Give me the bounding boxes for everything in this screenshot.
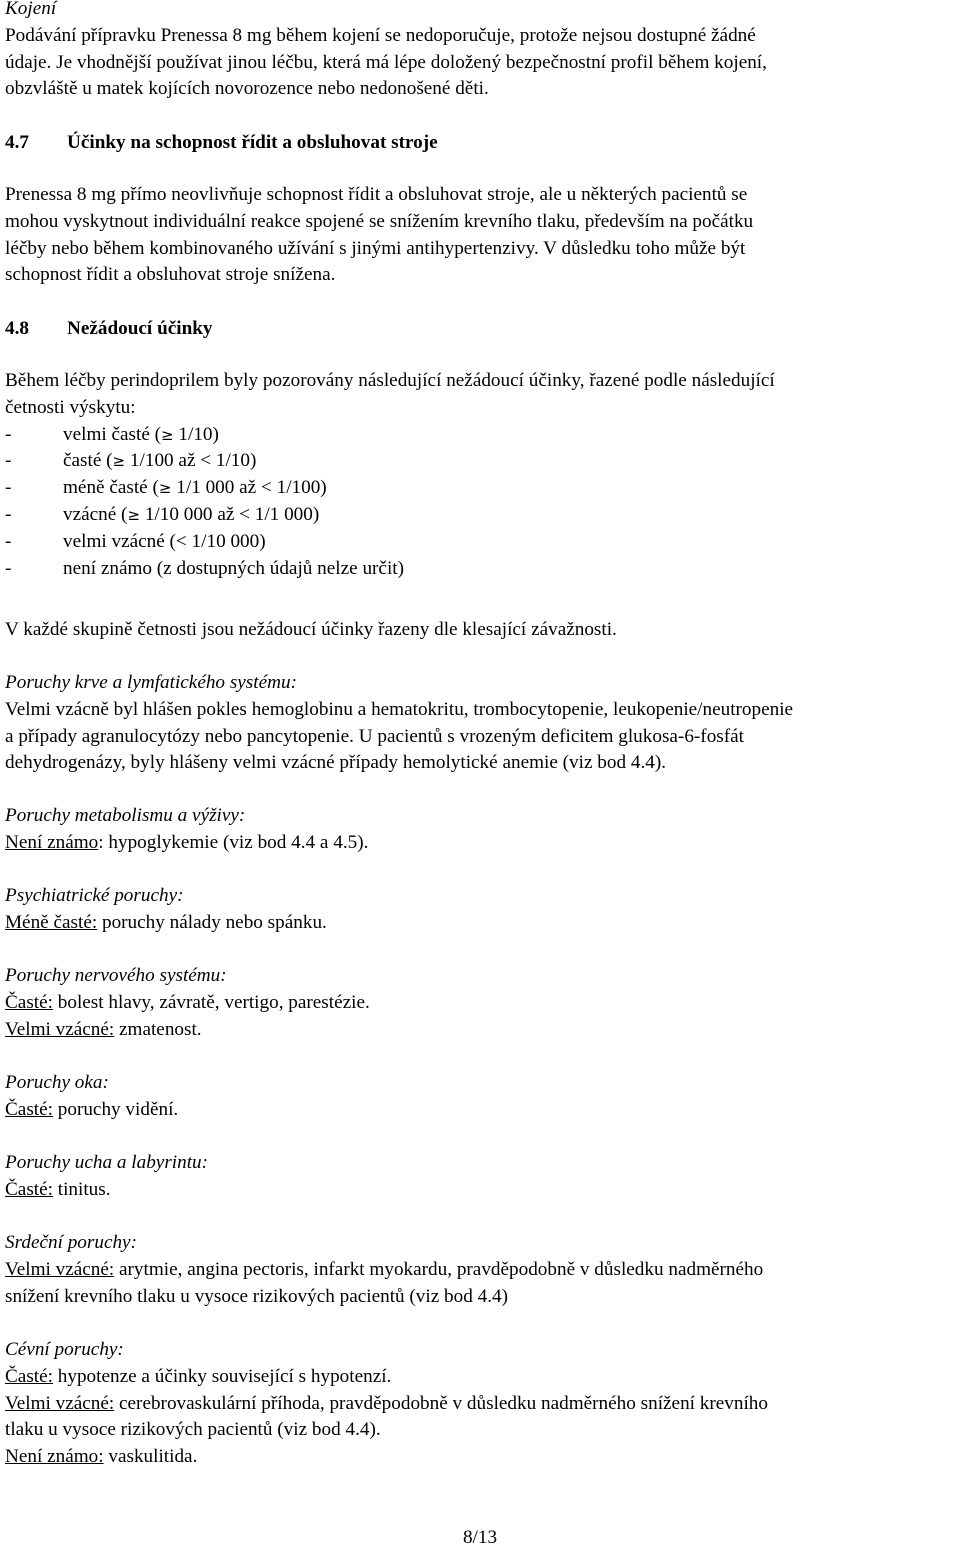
page-number: 8/13 — [462, 1527, 498, 1548]
driving-line-1: Prenessa 8 mg přímo neovlivňuje schopnost řídit a obsluhovat stroje, ale u některých pacientů se — [5, 184, 748, 205]
nervous-line-2: Velmi vzácné: zmatenost. — [5, 1018, 202, 1040]
list-item: - vzácné (≥ 1/10 000 až < 1/1 000) — [5, 503, 320, 525]
adverse-intro — [5, 368, 775, 582]
frequency-list — [5, 422, 775, 583]
vascular-line-2: Velmi vzácné: cerebrovaskulární příhoda, pravděpodobně v důsledku nadměrného snížení krevního — [5, 1392, 768, 1414]
lactation-line-1: Podávání přípravku Prenessa 8 mg během kojení se nedoporučuje, protože nejsou dostupné žádné — [5, 24, 756, 46]
eye-section — [5, 1070, 178, 1124]
ear-heading: Poruchy ucha a labyrintu: — [5, 1152, 209, 1173]
blood-line-1: Velmi vzácně byl hlášen pokles hemoglobinu a hematokritu, trombocytopenie, leukopenie/neutropenie — [5, 698, 794, 720]
frequency-label: Velmi vzácné: — [5, 1258, 115, 1280]
driving-line-4: schopnost řídit a obsluhovat stroje snížena. — [5, 264, 336, 286]
frequency-label: Není známo — [5, 831, 99, 853]
eye-line: Časté: poruchy vidění. — [5, 1098, 179, 1120]
section-4-8-heading — [5, 316, 213, 343]
blood-line-2: a případy agranulocytózy nebo pancytopenie. U pacientů s vrozeným deficitem glukosa-6-fosfát — [5, 725, 744, 747]
eye-heading: Poruchy oka: — [5, 1072, 109, 1093]
lactation-line-3: obzvláště u matek kojících novorozence nebo nedonošené děti. — [5, 78, 489, 100]
psychiatric-heading: Psychiatrické poruchy: — [5, 885, 184, 906]
section-4-7-number: 4.7 — [5, 132, 29, 153]
metabolism-section — [5, 803, 368, 857]
list-item: - méně časté (≥ 1/1 000 až < 1/100) — [5, 477, 327, 499]
blood-section — [5, 670, 793, 777]
cardiac-line-1: Velmi vzácné: arytmie, angina pectoris, infarkt myokardu, pravděpodobně v důsledku nadměrného — [5, 1258, 764, 1280]
ge-symbol: ≥ — [158, 479, 172, 498]
nervous-line-1: Časté: bolest hlavy, závratě, vertigo, parestézie. — [5, 991, 370, 1013]
list-item: - není známo (z dostupných údajů nelze určit) — [5, 557, 404, 579]
nervous-heading: Poruchy nervového systému: — [5, 965, 227, 986]
vascular-section — [5, 1337, 768, 1471]
frequency-label: Velmi vzácné: — [5, 1392, 115, 1414]
list-item: - velmi časté (≥ 1/10) — [5, 423, 219, 445]
metabolism-heading: Poruchy metabolismu a výživy: — [5, 805, 246, 826]
frequency-label: Časté: — [5, 1365, 53, 1387]
frequency-label: Méně časté: — [5, 911, 98, 933]
vascular-line-1: Časté: hypotenze a účinky související s hypotenzí. — [5, 1365, 392, 1387]
driving-line-3: léčby nebo během kombinovaného užívání s jinými antihypertenzivy. V důsledku toho může být — [5, 237, 746, 259]
vascular-line-4: Není známo: vaskulitida. — [5, 1446, 198, 1468]
frequency-label: Časté: — [5, 991, 53, 1013]
ear-section — [5, 1150, 208, 1204]
vascular-line-3: tlaku u vysoce rizikových pacientů (viz bod 4.4). — [5, 1419, 381, 1441]
cardiac-heading: Srdeční poruchy: — [5, 1232, 137, 1253]
section-4-7-body — [5, 182, 753, 289]
adverse-intro-line-2: četnosti výskytu: — [5, 396, 136, 418]
frequency-label: Časté: — [5, 1178, 53, 1200]
ge-symbol: ≥ — [127, 505, 141, 524]
list-item: - velmi vzácné (< 1/10 000) — [5, 530, 266, 552]
frequency-label: Časté: — [5, 1098, 53, 1120]
frequency-label: Není známo: — [5, 1446, 104, 1468]
psychiatric-section — [5, 883, 327, 937]
blood-line-3: dehydrogenázy, byly hlášeny velmi vzácné případy hemolytické anemie (viz bod 4.4). — [5, 752, 667, 774]
lactation-line-2: údaje. Je vhodnější používat jinou léčbu, která má lépe doložený bezpečnostní profil během kojení, — [5, 51, 767, 73]
ge-symbol: ≥ — [112, 452, 126, 471]
vascular-heading: Cévní poruchy: — [5, 1339, 124, 1360]
blood-heading: Poruchy krve a lymfatického systému: — [5, 672, 297, 693]
lactation-heading: Kojení — [5, 0, 57, 19]
nervous-section — [5, 963, 370, 1043]
ear-line: Časté: tinitus. — [5, 1178, 111, 1200]
ge-symbol: ≥ — [161, 425, 174, 444]
driving-line-2: mohou vyskytnout individuální reakce spojené se snížením krevního tlaku, především na počátku — [5, 210, 754, 232]
frequency-label: Velmi vzácné: — [5, 1018, 115, 1040]
list-item: - časté (≥ 1/100 až < 1/10) — [5, 450, 257, 472]
section-4-7-heading — [5, 130, 438, 157]
section-4-8-number: 4.8 — [5, 318, 29, 339]
psychiatric-line: Méně časté: poruchy nálady nebo spánku. — [5, 911, 327, 933]
lactation-section — [5, 0, 767, 103]
order-note: V každé skupině četnosti jsou nežádoucí účinky řazeny dle klesající závažnosti. — [5, 619, 617, 640]
section-4-8-title: Nežádoucí účinky — [67, 318, 213, 339]
cardiac-section — [5, 1230, 763, 1310]
section-4-7-title: Účinky na schopnost řídit a obsluhovat stroje — [67, 132, 438, 153]
cardiac-line-2: snížení krevního tlaku u vysoce rizikových pacientů (viz bod 4.4) — [5, 1285, 508, 1307]
adverse-intro-line-1: Během léčby perindoprilem byly pozorovány následující nežádoucí účinky, řazené podle následující — [5, 370, 775, 391]
metabolism-line: Není známo: hypoglykemie (viz bod 4.4 a 4.5). — [5, 831, 369, 853]
